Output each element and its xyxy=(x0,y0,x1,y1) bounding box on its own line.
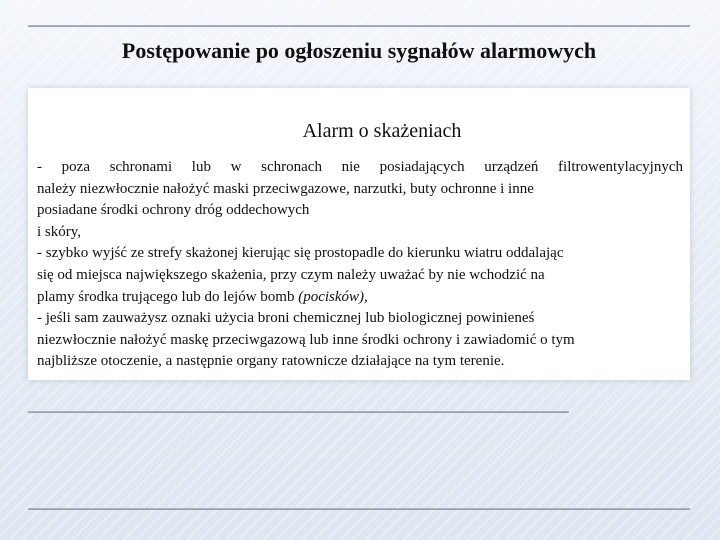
instructions-text xyxy=(37,157,683,373)
text-line: najbliższe otoczenie, a następnie organy ratownicze działające na tym terenie. xyxy=(37,353,505,370)
italic-fragment: (pocisków), xyxy=(298,288,368,305)
text-line xyxy=(37,287,683,309)
text-line: posiadane środki ochrony dróg oddechowych xyxy=(37,202,310,219)
top-divider xyxy=(28,25,690,27)
section-heading: Alarm o skażeniach xyxy=(302,120,462,142)
text-line: - jeśli sam zauważysz oznaki użycia broni chemicznej lub biologicznej powinieneś xyxy=(37,310,535,327)
text-fragment: plamy środka trującego lub do lejów bomb xyxy=(37,288,295,305)
text-line: się od miejsca największego skażenia, przy czym należy uważać by nie wchodzić na xyxy=(37,266,545,283)
text-line: i skóry, xyxy=(37,223,82,240)
text-line: należy niezwłocznie nałożyć maski przeciwgazowe, narzutki, buty ochronne i inne xyxy=(37,180,534,197)
bottom-divider xyxy=(28,508,690,510)
page-title: Postępowanie po ogłoszeniu sygnałów alarmowych xyxy=(121,38,597,63)
text-line: niezwłocznie nałożyć maskę przeciwgazową lub inne środki ochrony i zawiadomić o tym xyxy=(37,331,575,348)
middle-divider xyxy=(28,411,569,413)
content-box xyxy=(28,88,690,380)
text-line: - szybko wyjść ze strefy skażonej kierując się prostopadle do kierunku wiatru oddalając xyxy=(37,245,564,262)
text-line: - poza schronami lub w schronach nie posiadających urządzeń filtrowentylacyjnych xyxy=(37,159,683,175)
